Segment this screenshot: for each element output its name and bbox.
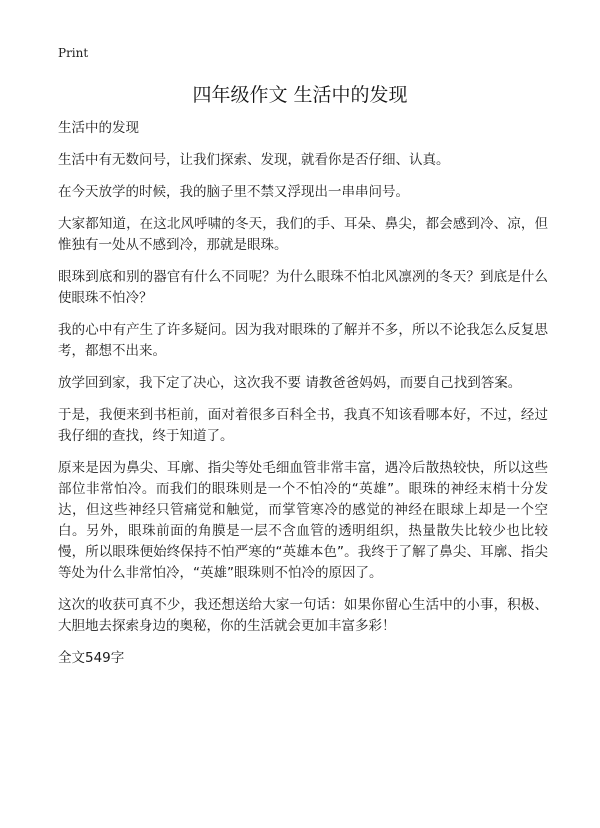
page-title: 四年级作文 生活中的发现 <box>192 84 408 106</box>
paragraph: 放学回到家，我下定了决心，这次我不要 请教爸爸妈妈，而要自己找到答案。 <box>58 375 522 391</box>
word-count: 全文549字 <box>58 650 125 666</box>
paragraph: 大家都知道，在这北风呼啸的冬天，我们的手、耳朵、鼻尖，都会感到冷、凉，但惟独有一处从不感到冷，那就是眼珠。 <box>58 216 548 253</box>
paragraph: 这次的收获可真不少，我还想送给大家一句话：如果你留心生活中的小事，积极、大胆地去探索身边的奥秘，你的生活就会更加丰富多彩！ <box>58 597 548 634</box>
article-body <box>58 118 548 680</box>
article-subtitle: 生活中的发现 <box>58 120 139 136</box>
paragraph: 生活中有无数问号，让我们探索、发现，就看你是否仔细、认真。 <box>58 152 450 168</box>
paragraph: 在今天放学的时候，我的脑子里不禁又浮现出一串串问号。 <box>58 184 409 200</box>
print-link[interactable]: Print <box>58 46 89 60</box>
paragraph: 我的心中有产生了许多疑问。因为我对眼珠的了解并不多，所以不论我怎么反复思考，都想不出来。 <box>58 322 548 359</box>
paragraph: 眼珠到底和别的器官有什么不同呢？为什么眼珠不怕北风凛冽的冬天？到底是什么使眼珠不怕冷？ <box>58 269 548 306</box>
paragraph: 原来是因为鼻尖、耳廓、指尖等处毛细血管非常丰富，遇冷后散热较快，所以这些部位非常怕冷。而我们的眼珠则是一个不怕冷的“英雄”。眼珠的神经末梢十分发达，但这些神经只管痛觉和触觉，而掌管寒冷的感觉的神经在眼球上却是一个空白。另外，眼珠前面的角膜是一层不含血管的透明组织，热量散失比较少也比较慢，所以眼珠便始终保持不怕严寒的“英雄本色”。我终于了解了鼻尖、耳廓、指尖等处为什么非常怕冷，“英雄”眼珠则不怕冷的原因了。 <box>58 460 548 581</box>
paragraph: 于是，我便来到书柜前，面对着很多百科全书，我真不知该看哪本好，不过，经过我仔细的查找，终于知道了。 <box>58 407 548 444</box>
